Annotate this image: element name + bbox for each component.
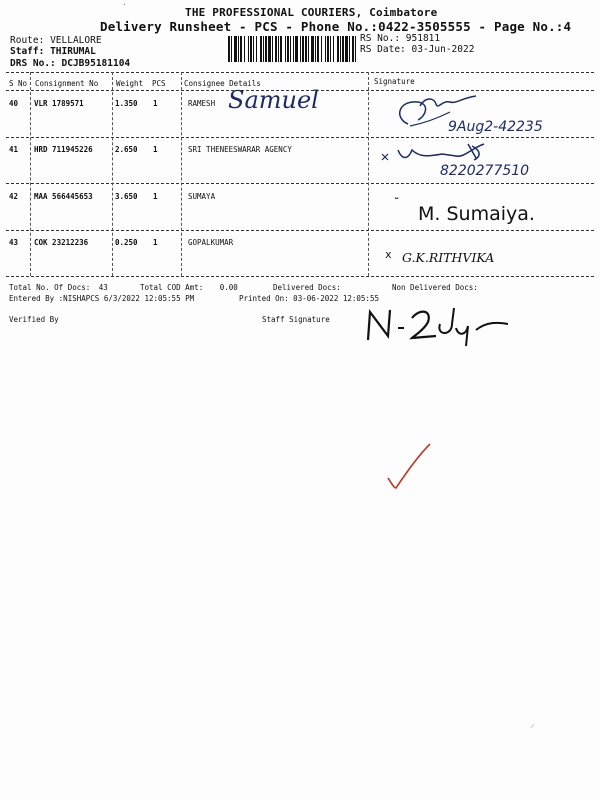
barcode-bar (280, 36, 282, 62)
cod-label: Total COD Amt: (140, 283, 204, 292)
rs-date-value: 03-Jun-2022 (411, 44, 475, 55)
row-consignment: COK 23212236 (34, 238, 89, 247)
staff-signature-scribble (362, 306, 532, 352)
barcode-bar (290, 36, 291, 62)
delivered-docs: Delivered Docs: (273, 283, 341, 292)
route-line (10, 35, 102, 46)
row-consignment: MAA 566445653 (34, 192, 93, 201)
barcode-bar (355, 36, 356, 62)
handwritten-signature: G.K.RITHVIKA (402, 250, 495, 265)
barcode-bar (325, 36, 326, 62)
barcode-bar (295, 36, 298, 62)
scan-speck: ⸝ (530, 719, 535, 730)
column-divider (112, 72, 113, 276)
barcode-bar (311, 36, 314, 62)
barcode-bar (293, 36, 294, 62)
barcode-bar (256, 36, 257, 62)
row-consignment: HRD 711945226 (34, 145, 93, 154)
barcode-image (228, 36, 356, 62)
rs-date-line (360, 44, 474, 55)
route-value: VELLALORE (50, 35, 102, 46)
barcode-bar (349, 36, 350, 62)
row-pcs: 1 (153, 99, 158, 108)
barcode-bar (330, 36, 331, 62)
rs-date-label: RS Date: (360, 44, 406, 55)
barcode-bar (333, 36, 334, 62)
drs-line (10, 58, 130, 69)
tick-mark: ˘ (393, 196, 401, 210)
non-delivered-docs: Non Delivered Docs: (392, 283, 478, 292)
column-divider (30, 72, 31, 276)
row-weight: 1.350 (115, 99, 138, 108)
check-mark-icon (384, 442, 434, 492)
barcode-bar (302, 36, 304, 62)
barcode-bar (231, 36, 232, 62)
staff-label: Staff: (10, 46, 45, 57)
runsheet-subtitle: Delivery Runsheet - PCS - Phone No.:0422-3505555 - Page No.:4 (100, 19, 572, 34)
row-sno: 40 (9, 99, 19, 108)
barcode-bar (275, 36, 277, 62)
barcode-bar (305, 36, 307, 62)
scan-speck: · (122, 0, 127, 9)
staff-signature-label: Staff Signature (262, 315, 330, 324)
barcode-bar (315, 36, 316, 62)
barcode-bar (265, 36, 267, 62)
handwritten-note: 9Aug2-42235 (448, 119, 543, 135)
barcode-bar (268, 36, 271, 62)
barcode-bar (248, 36, 249, 62)
cod-value: 0.00 (219, 283, 238, 292)
header-consignee: Consignee Details (184, 79, 261, 88)
staff-line (10, 46, 96, 57)
barcode-bar (321, 36, 322, 62)
barcode-bar (253, 36, 254, 62)
header-weight: Weight (116, 79, 144, 88)
barcode-bar (345, 36, 348, 62)
header-consignment: Consignment No (35, 79, 99, 88)
column-divider (181, 72, 182, 276)
barcode-bar (327, 36, 329, 62)
row-consignee: SRI THENEESWARAR AGENCY (188, 145, 292, 154)
route-label: Route: (10, 35, 45, 46)
printed-on: Printed On: 03-06-2022 12:05:55 (239, 294, 379, 303)
header-sno: S No (9, 79, 28, 88)
total-docs-label: Total No. Of Docs: (9, 283, 91, 292)
barcode-bar (263, 36, 264, 62)
column-divider (368, 72, 369, 276)
row-sno: 41 (9, 145, 19, 154)
row-rule (6, 137, 594, 138)
rs-no-line (360, 33, 440, 44)
row-weight: 2.650 (115, 145, 138, 154)
cross-mark: x (385, 248, 392, 261)
barcode-bar (238, 36, 239, 62)
row-pcs: 1 (153, 145, 158, 154)
row-pcs: 1 (153, 192, 158, 201)
row-consignee: RAMESH (188, 99, 216, 108)
barcode-bar (250, 36, 252, 62)
header-pcs: PCS (152, 79, 166, 88)
verified-by: Verified By (9, 315, 59, 324)
barcode-bar (240, 36, 242, 62)
barcode-bar (260, 36, 262, 62)
staff-value: THIRUMAL (50, 46, 96, 57)
barcode-bar (287, 36, 289, 62)
rs-no-value: 951811 (405, 33, 441, 44)
barcode-bar (340, 36, 341, 62)
handwritten-signature: M. Sumaiya. (418, 203, 535, 225)
row-sno: 42 (9, 192, 19, 201)
total-docs-line (9, 283, 108, 292)
table-top-rule (6, 72, 594, 73)
barcode-bar (352, 36, 354, 62)
barcode-bar (342, 36, 344, 62)
total-docs-value: 43 (98, 283, 108, 292)
company-title: THE PROFESSIONAL COURIERS, Coimbatore (185, 6, 438, 19)
row-weight: 0.250 (115, 238, 138, 247)
row-consignee: SUMAYA (188, 192, 216, 201)
header-signature: Signature (374, 77, 415, 86)
row-consignment: VLR 1789571 (34, 99, 84, 108)
barcode-bar (308, 36, 309, 62)
row-rule (6, 230, 594, 231)
drs-value: DCJB95181104 (61, 58, 131, 69)
barcode-bar (317, 36, 319, 62)
cod-line (140, 283, 238, 292)
row-sno: 43 (9, 238, 19, 247)
drs-label: DRS No.: (10, 58, 56, 69)
barcode-bar (300, 36, 301, 62)
barcode-bar (272, 36, 273, 62)
barcode-bar (228, 36, 230, 62)
entered-by: Entered By :NISHAPCS 6/3/2022 12:05:55 PM (9, 294, 195, 303)
row-rule (6, 183, 594, 184)
barcode-bar (234, 36, 237, 62)
handwritten-phone: 8220277510 (440, 163, 530, 179)
table-bottom-rule (6, 276, 594, 277)
barcode-bar (278, 36, 279, 62)
barcode-bar (337, 36, 339, 62)
barcode-bar (285, 36, 286, 62)
barcode-bar (244, 36, 245, 62)
row-weight: 3.650 (115, 192, 138, 201)
rs-no-label: RS No.: (360, 33, 401, 44)
row-pcs: 1 (153, 238, 158, 247)
handwritten-signature: Samuel (228, 86, 319, 114)
row-consignee: GOPALKUMAR (188, 238, 234, 247)
